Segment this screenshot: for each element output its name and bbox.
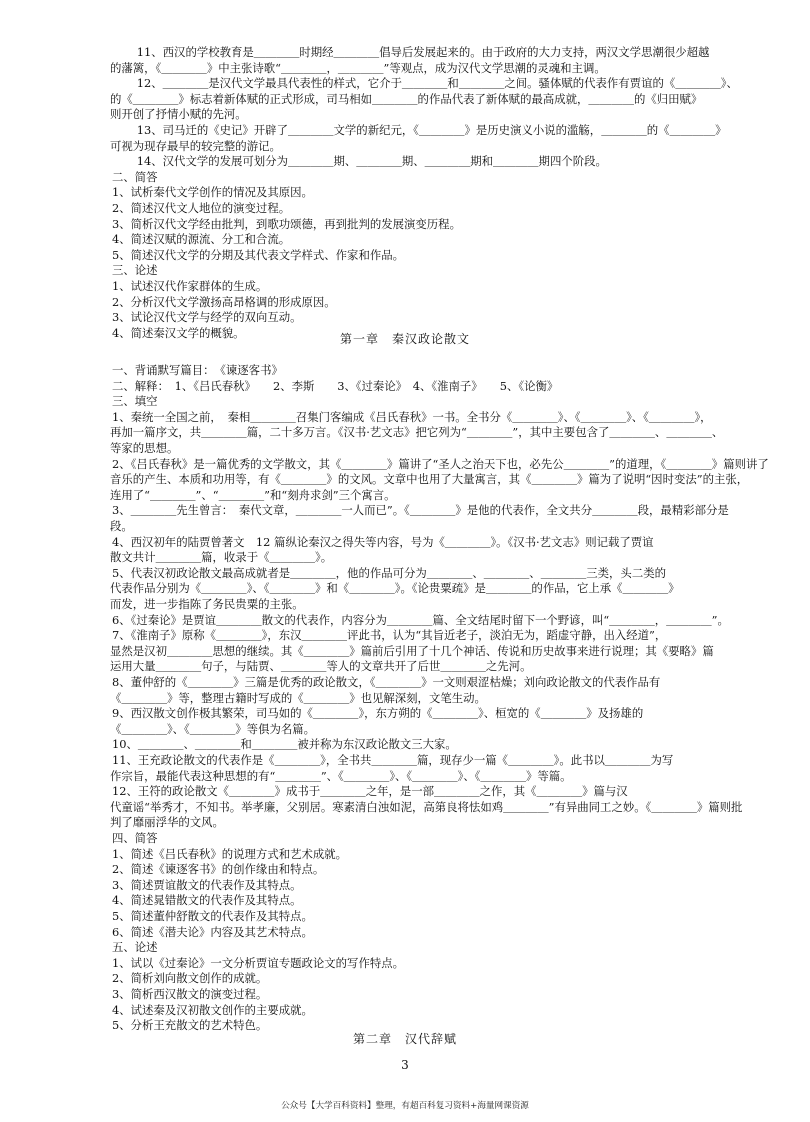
- text-line: 3、简述贾谊散文的代表作及其特点。: [112, 877, 302, 892]
- text-line: 三、填空: [112, 394, 158, 409]
- text-line: 可视为现存最早的较完整的游记。: [110, 138, 281, 153]
- text-line: 4、简述秦汉文学的概貌。: [112, 325, 245, 340]
- text-line: 4、简述晁错散文的代表作及其特点。: [112, 893, 302, 908]
- text-line: 3、试论汉代文学与经学的双向互动。: [112, 310, 302, 325]
- text-line: 运用大量＿＿＿＿句子，与陆贾、＿＿＿＿等人的文章共开了后世＿＿＿＿之先河。: [110, 659, 532, 674]
- text-line: 9、西汉散文创作极其繁荣，司马如的《＿＿＿＿》，东方朔的《＿＿＿＿》、桓宽的《＿＿＿＿》及扬雄的: [112, 706, 644, 721]
- text-line: 5、代表汉初政论散文最高成就者是＿＿＿＿，他的作品可分为＿＿＿＿、＿＿＿＿、＿＿＿＿三类，头二类的: [112, 565, 666, 580]
- text-line: 2、分析汉代文学激扬高昂格调的形成原因。: [112, 294, 336, 309]
- text-line: 音乐的产生、本质和功用等，有《＿＿＿＿》的文风。文章中也用了大量寓言，其《＿＿＿＿》篇为了说明“因时变法”的主张，: [110, 472, 749, 487]
- text-line: 连用了“＿＿＿＿”、“＿＿＿＿”和“刻舟求剑”三个寓言。: [110, 487, 396, 502]
- text-line: 段。: [110, 519, 133, 533]
- text-line: 3、＿＿＿＿先生曾言： 秦代文章，＿＿＿＿一人而已”。《＿＿＿＿》是他的代表作，全文共分＿＿＿＿段，最精彩部分是: [112, 503, 729, 518]
- text-line: 《＿＿＿＿》、《＿＿＿＿》等俱为名篇。: [110, 721, 316, 736]
- text-line: 14、汉代文学的发展可划分为＿＿＿＿期、＿＿＿＿期、＿＿＿＿期和＿＿＿＿期四个阶段。: [114, 154, 607, 169]
- text-line: 二、简答: [112, 169, 158, 184]
- page-footer: 公众号【大学百科资料】整理，有超百科复习资料+海量网课资源: [281, 1101, 529, 1111]
- text-line: 四、简答: [112, 831, 158, 845]
- text-line: 3、简析汉代文学经由批判，到歌功颂德，再到批判的发展演变历程。: [112, 216, 461, 231]
- text-line: 作宗旨，最能代表这种思想的有“＿＿＿＿”、《＿＿＿＿》、《＿＿＿＿》、《＿＿＿＿》等篇。: [110, 768, 572, 783]
- text-line: 1、试析秦代文学创作的情况及其原因。: [112, 185, 313, 200]
- text-line: 1、简述《吕氏春秋》的说理方式和艺术成就。: [112, 846, 348, 861]
- text-line: 散文共计＿＿＿＿篇，收录于《＿＿＿＿》。: [110, 550, 333, 565]
- text-line: 再加一篇序文，共＿＿＿＿篇，二十多万言。《汉书·艺文志》把它列为“＿＿＿＿”，其中主要包含了＿＿＿＿、＿＿＿＿、: [110, 425, 724, 440]
- text-line: 4、试述秦及汉初散文创作的主要成就。: [112, 1002, 313, 1017]
- text-line: 1、秦统一全国之前， 秦相＿＿＿＿召集门客编成《吕氏春秋》一书。全书分《＿＿＿＿》、《＿＿＿＿》、《＿＿＿＿》，: [112, 409, 712, 424]
- text-line: 12、＿＿＿＿是汉代文学最具代表性的样式，它介于＿＿＿＿和＿＿＿＿之间。骚体赋的代表作有贾谊的《＿＿＿＿》、: [114, 76, 738, 91]
- text-line: 11、王充政论散文的代表作是《＿＿＿＿》，全书共＿＿＿＿篇，现存少一篇《＿＿＿＿》。此书以＿＿＿＿为写: [112, 753, 674, 767]
- text-line: 11、西汉的学校教育是＿＿＿＿时期经＿＿＿＿倡导后发展起来的。由于政府的大力支持，两汉文学思潮很少超越: [114, 45, 710, 59]
- text-line: 的藩篱，《＿＿＿＿》中主张诗歌“＿＿＿＿，＿＿＿＿”等观点，成为汉代文学思潮的灵魂和主调。: [110, 60, 606, 75]
- text-line: 代表作品分别为《＿＿＿＿》、《＿＿＿＿》和《＿＿＿＿》。《论贵粟疏》是＿＿＿＿的作品，它上承《＿＿＿＿》: [110, 581, 680, 596]
- text-line: 13、司马迁的《史记》开辟了＿＿＿＿文学的新纪元，《＿＿＿＿》是历史演义小说的滥觞，＿＿＿＿的《＿＿＿＿》: [114, 123, 727, 137]
- text-line: 5、分析王充散文的艺术特色。: [112, 1018, 268, 1033]
- text-line: 五、论述: [112, 940, 158, 955]
- text-line: 10、＿＿＿＿、＿＿＿＿和＿＿＿＿被并称为东汉政论散文三大家。: [112, 737, 457, 752]
- text-line: 则开创了抒情小赋的先河。: [110, 107, 247, 122]
- text-line: 2、简述汉代文人地位的演变过程。: [112, 201, 291, 215]
- text-line: 5、简述董仲舒散文的代表作及其特点。: [112, 909, 313, 923]
- text-line: 《＿＿＿＿》等，整理古籍时写成的《＿＿＿＿》也见解深刻，文笔生动。: [110, 690, 486, 705]
- text-line: 5、简述汉代文学的分期及其代表文学样式、作家和作品。: [112, 247, 405, 262]
- text-line: 3、简析西汉散文的演变过程。: [112, 987, 268, 1001]
- text-line: 1、试述汉代作家群体的生成。: [112, 279, 268, 293]
- page-number: 3: [401, 1058, 409, 1072]
- text-line: 而发，进一步指陈了务民贵粟的主张。: [110, 597, 304, 611]
- text-line: 一、背诵默写篇目： 《谏逐客书》: [112, 363, 283, 377]
- text-line: 4、西汉初年的陆贾曾著文 12 篇纵论秦汉之得失等内容，号为《＿＿＿＿》。《汉书·艺文志》则记载了贾谊: [112, 534, 654, 549]
- text-line: 12、王符的政论散文《＿＿＿＿》成书于＿＿＿＿之年，是一部＿＿＿＿之作，其《＿＿＿＿》篇与汉: [112, 784, 628, 799]
- text-line: 4、简述汉赋的源流、分工和合流。: [112, 232, 291, 247]
- text-line: 等家的思想。: [110, 441, 179, 455]
- text-line: 三、论述: [112, 263, 158, 278]
- text-line: 8、董仲舒的《＿＿＿＿》三篇是优秀的政论散文，《＿＿＿＿》一文则艰涩枯燥；刘向政论散文的代表作品有: [112, 675, 661, 689]
- text-line: 6、《过秦论》是贾谊＿＿＿＿散文的代表作，内容分为＿＿＿＿篇、全文结尾时留下一个野谚，叫“＿＿＿＿，＿＿＿＿”。: [112, 612, 729, 627]
- chapter-heading-1: 第一章 秦汉政论散文: [339, 332, 470, 346]
- text-line: 1、试以《过秦论》一文分析贾谊专题政论文的写作特点。: [112, 955, 405, 970]
- text-line: 2、《吕氏春秋》是一篇优秀的文学散文，其《＿＿＿＿》篇讲了“圣人之治天下也，必先公＿＿＿＿”的道理，《＿＿＿＿》篇则讲了: [112, 456, 769, 471]
- text-line: 6、简述《潜夫论》内容及其艺术特点。: [112, 924, 313, 939]
- text-line: 2、简析刘向散文创作的成就。: [112, 971, 268, 986]
- text-line: 2、简述《谏逐客书》的创作缘由和特点。: [112, 862, 325, 877]
- chapter-heading-2: 第二章 汉代辞赋: [352, 1032, 457, 1046]
- text-line: 判了靡丽浮华的文风。: [110, 815, 224, 830]
- text-line: 二、解释： 1、《吕氏春秋》 2、李斯 3、《过秦论》 4、《淮南子》 5、《论衡》: [112, 378, 559, 393]
- text-line: 代童谣“举秀才，不知书。举孝廉，父别居。寒素清白浊如泥，高第良将怯如鸡＿＿＿＿”有异曲同工之妙。《＿＿＿＿》篇则批: [110, 799, 743, 814]
- text-line: 7、《淮南子》原称《＿＿＿＿》，东汉＿＿＿＿评此书，认为“其旨近老子，淡泊无为，蹈虚守静，出入经道”，: [112, 628, 667, 643]
- text-line: 的《＿＿＿＿》标志着新体赋的正式形成，司马相如＿＿＿＿的作品代表了新体赋的最高成就，＿＿＿＿的《归田赋》: [110, 91, 703, 106]
- text-line: 显然是汉初＿＿＿＿思想的继续。其《＿＿＿＿》篇前后引用了十几个神话、传说和历史故事来进行说理；其《要略》篇: [110, 643, 714, 658]
